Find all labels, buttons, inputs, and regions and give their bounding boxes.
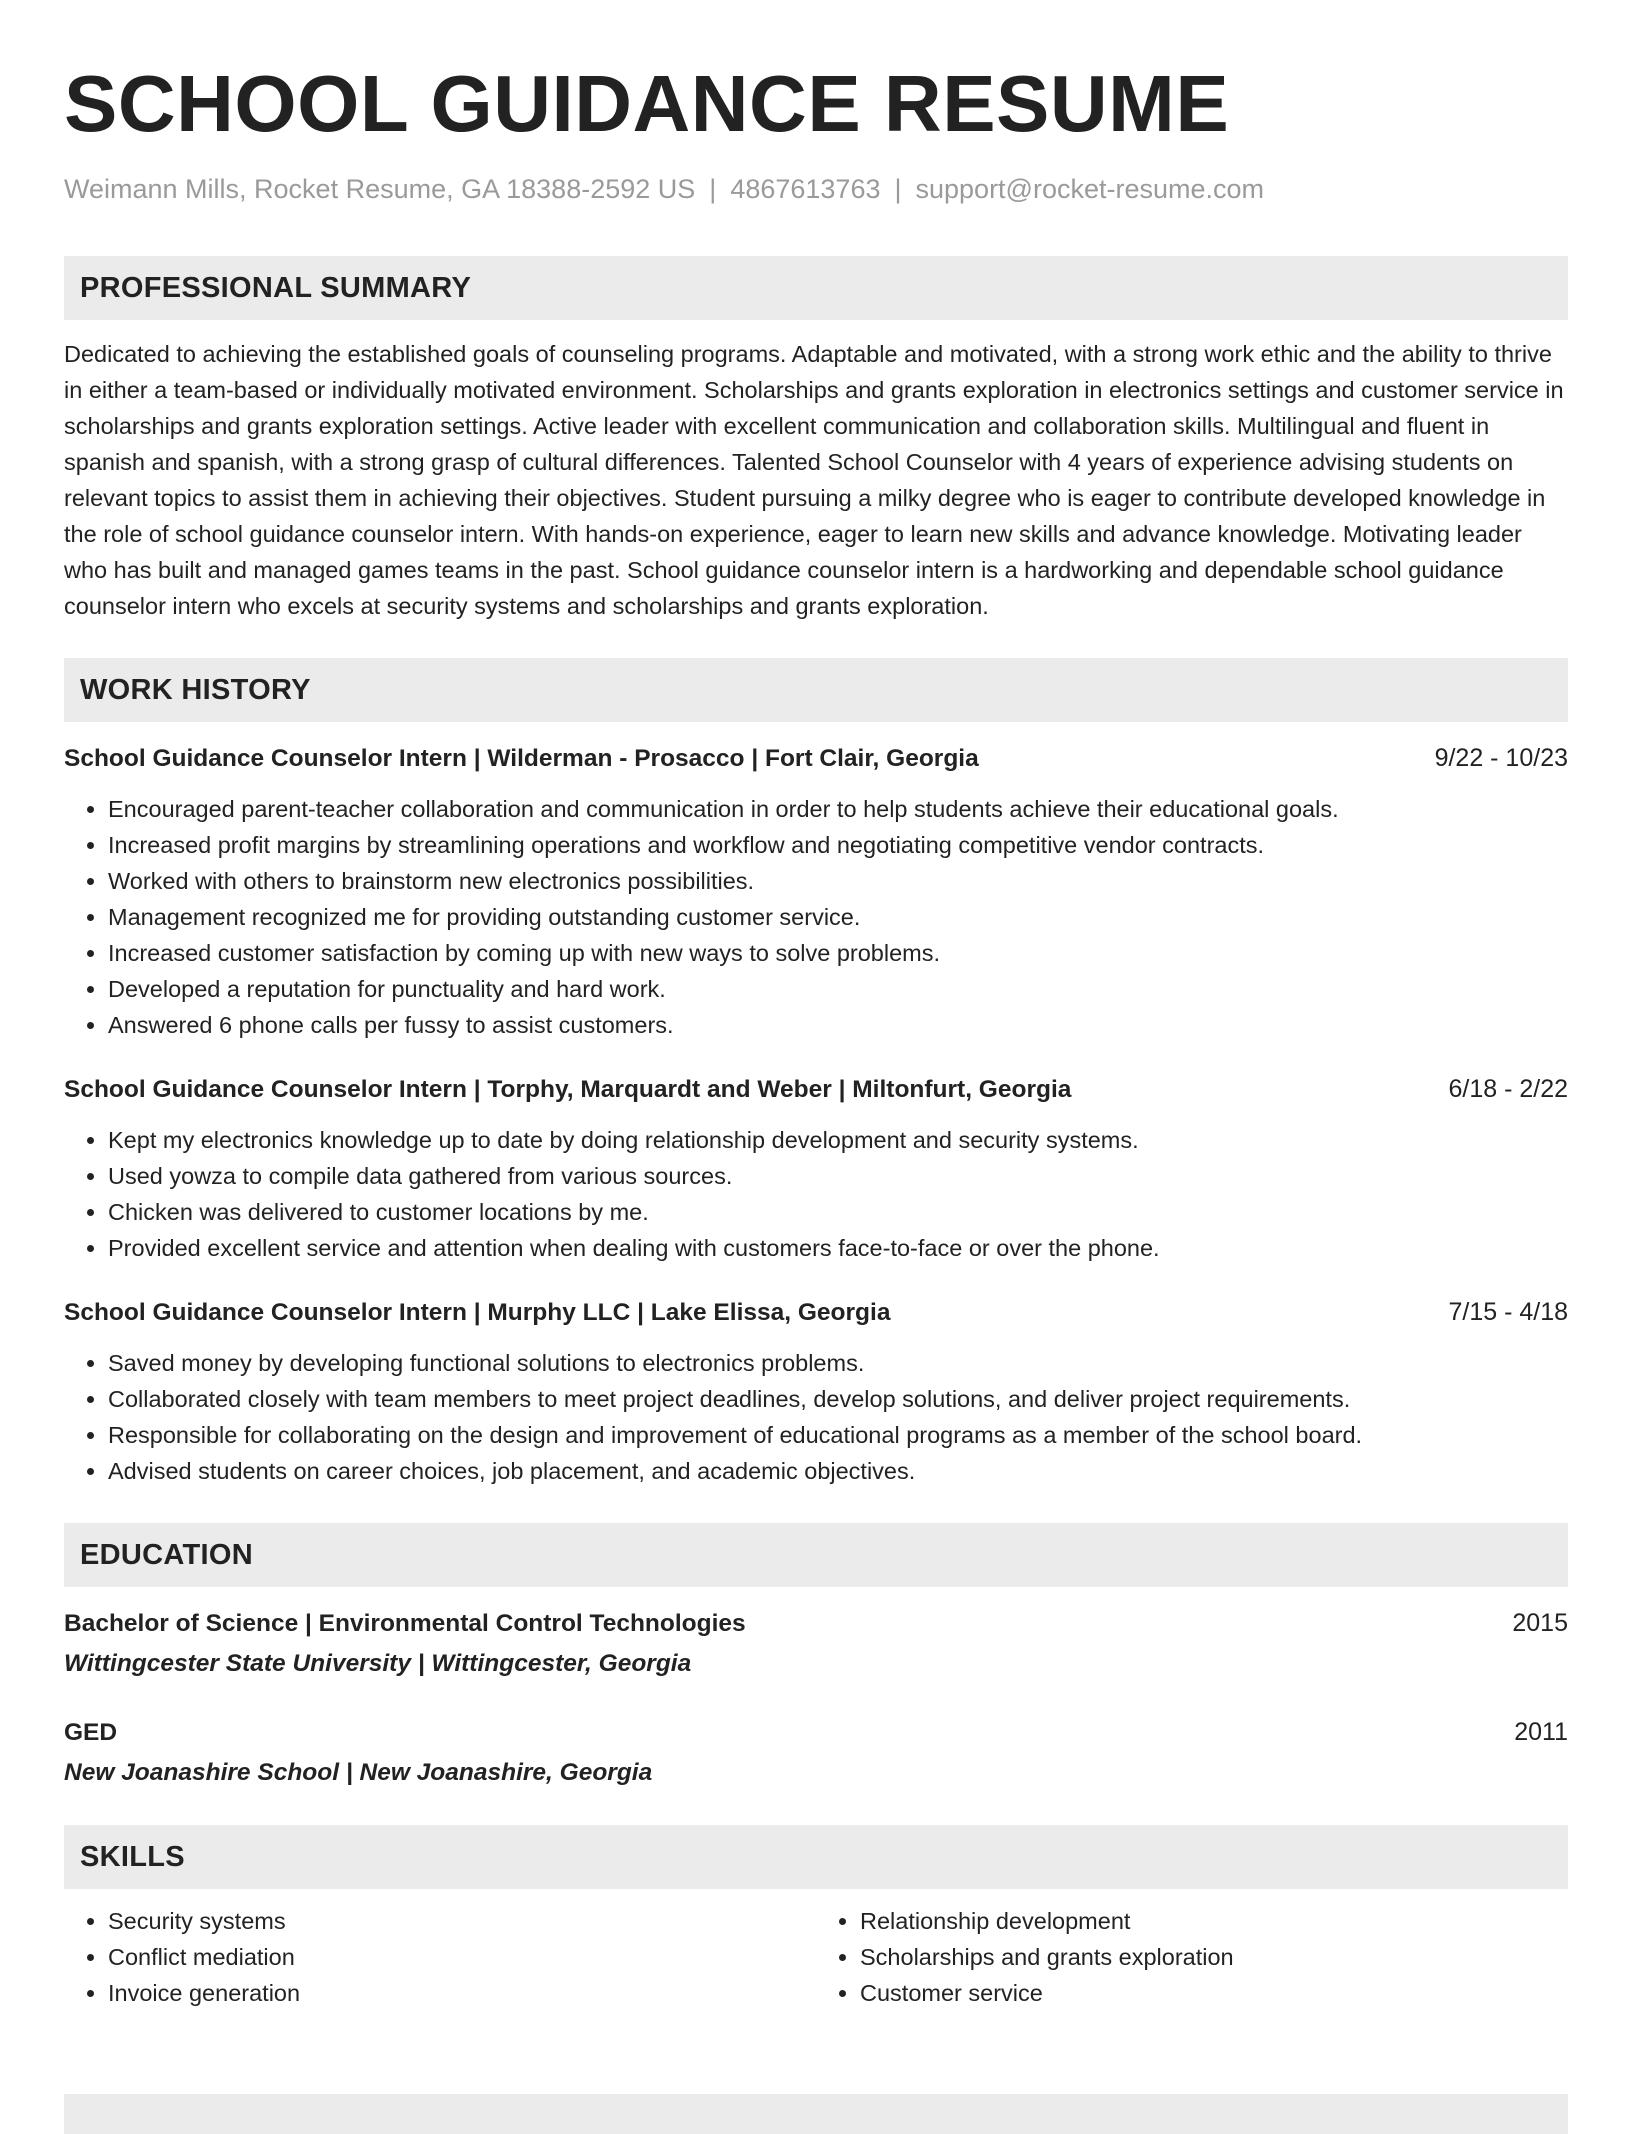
education-school: Wittingcester State University | Wittingcester, Georgia — [64, 1650, 692, 1677]
job-bullet: • Collaborated closely with team members to meet project deadlines, develop solutions, and deliver project requirements. — [108, 1381, 1568, 1417]
job-bullet: • Worked with others to brainstorm new electronics possibilities. — [108, 863, 1568, 899]
education-degree: GED — [64, 1719, 118, 1746]
skill-item: • Relationship development — [860, 1903, 1568, 1939]
contact-separator: | — [709, 174, 717, 204]
job-bullet: • Developed a reputation for punctuality and hard work. — [108, 971, 1568, 1007]
job-heading: School Guidance Counselor Intern | Torphy, Marquardt and Weber | Miltonfurt, Georgia — [64, 1076, 1072, 1103]
skill-item: • Conflict mediation — [108, 1939, 816, 1975]
section-header-skills: SKILLS — [64, 1825, 1568, 1889]
section-header-work-history: WORK HISTORY — [64, 658, 1568, 722]
job-bullet: • Kept my electronics knowledge up to date by doing relationship development and security systems. — [108, 1122, 1568, 1158]
job-bullet: • Increased profit margins by streamlining operations and workflow and negotiating competitive vendor contracts. — [108, 827, 1568, 863]
job-bullet: • Advised students on career choices, job placement, and academic objectives. — [108, 1453, 1568, 1489]
skill-item: • Security systems — [108, 1903, 816, 1939]
job-entry — [64, 1071, 1568, 1266]
job-bullet: • Provided excellent service and attention when dealing with customers face-to-face or over the phone. — [108, 1230, 1568, 1266]
job-bullets — [64, 1345, 1568, 1489]
skill-item: • Scholarships and grants exploration — [860, 1939, 1568, 1975]
education-entry — [64, 1605, 1568, 1682]
job-bullets — [64, 1122, 1568, 1266]
contact-separator: | — [894, 174, 902, 204]
education-year: 2015 — [1512, 1609, 1568, 1637]
summary-text: Dedicated to achieving the established goals of counseling programs. Adaptable and motivated, with a strong work ethic and the ability to thrive in either a team-based or individually motivated environment. Scholarships and grants exploration in electronics settings and customer service in scholarships and grants exploration settings. Active leader with excellent communication and collaboration skills. Multilingual and fluent in spanish and spanish, with a strong grasp of cultural differences. Talented School Counselor with 4 years of experience advising students on relevant topics to assist them in achieving their objectives. Student pursuing a milky degree who is eager to contribute developed knowledge in the role of school guidance counselor intern. With hands-on experience, eager to learn new skills and advance knowledge. Motivating leader who has built and managed games teams in the past. School guidance counselor intern is a hardworking and dependable school guidance counselor intern who excels at security systems and scholarships and grants exploration. — [64, 341, 1564, 619]
skill-item: • Invoice generation — [108, 1975, 816, 2011]
resume-title: SCHOOL GUIDANCE RESUME — [64, 59, 1230, 148]
job-dates: 9/22 - 10/23 — [1434, 744, 1568, 772]
job-bullet: • Saved money by developing functional solutions to electronics problems. — [108, 1345, 1568, 1381]
job-heading: School Guidance Counselor Intern | Murphy LLC | Lake Elissa, Georgia — [64, 1299, 891, 1326]
contact-line — [64, 172, 1568, 206]
job-bullet: • Chicken was delivered to customer locations by me. — [108, 1194, 1568, 1230]
section-header-professional-summary: PROFESSIONAL SUMMARY — [64, 256, 1568, 320]
skill-item: • Customer service — [860, 1975, 1568, 2011]
job-bullet: • Increased customer satisfaction by coming up with new ways to solve problems. — [108, 935, 1568, 971]
job-entry — [64, 1294, 1568, 1489]
skills-column-right — [816, 1903, 1568, 2011]
job-dates: 6/18 - 2/22 — [1448, 1075, 1568, 1103]
contact-phone: 4867613763 — [730, 174, 881, 204]
section-header-education: EDUCATION — [64, 1523, 1568, 1587]
education-degree: Bachelor of Science | Environmental Control Technologies — [64, 1610, 746, 1637]
next-section-header-bar — [64, 2094, 1568, 2134]
job-bullets — [64, 791, 1568, 1043]
education-year: 2011 — [1514, 1718, 1568, 1746]
job-heading: School Guidance Counselor Intern | Wilderman - Prosacco | Fort Clair, Georgia — [64, 745, 979, 772]
job-bullet: • Used yowza to compile data gathered from various sources. — [108, 1158, 1568, 1194]
contact-email: support@rocket-resume.com — [915, 174, 1265, 204]
education-entry — [64, 1714, 1568, 1791]
job-dates: 7/15 - 4/18 — [1448, 1298, 1568, 1326]
skills-column-left — [64, 1903, 816, 2011]
job-bullet: • Answered 6 phone calls per fussy to assist customers. — [108, 1007, 1568, 1043]
skills-list — [64, 1903, 1568, 2011]
contact-address: Weimann Mills, Rocket Resume, GA 18388-2592 US — [64, 174, 696, 204]
job-bullet: • Encouraged parent-teacher collaboration and communication in order to help students achieve their educational goals. — [108, 791, 1568, 827]
education-school: New Joanashire School | New Joanashire, Georgia — [64, 1759, 653, 1786]
job-bullet: • Management recognized me for providing outstanding customer service. — [108, 899, 1568, 935]
job-bullet: • Responsible for collaborating on the design and improvement of educational programs as a member of the school board. — [108, 1417, 1568, 1453]
job-entry — [64, 740, 1568, 1043]
